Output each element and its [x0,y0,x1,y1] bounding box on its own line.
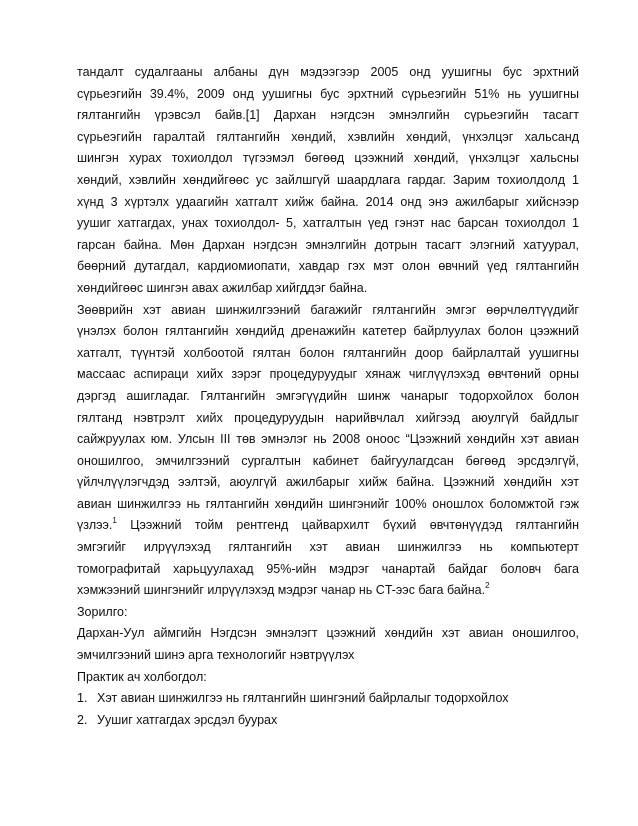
text-line-30 [77,688,579,710]
text-line-2 [77,84,579,106]
footnote-ref: 1 [112,516,117,526]
text-line-27 [77,623,579,645]
line-text: гялтангийн үрэвсэл байв.[1] Дархан нэгдсэн эмнэлгийн сүрьеэгийн тасагт [77,108,579,123]
line-text: Практик ач холбогдол: [77,669,207,684]
list-number: 1. [77,691,88,706]
line-text-pre: хэмжээний шингэнийг илрүүлэхэд мэдрэг чанар нь CT-ээс бага байна. [77,583,486,598]
line-text: гарсан байна. Мөн Дархан нэгдсэн эмнэлгийн дотрын тасагт элэгний хатуурал, [77,237,579,252]
line-text: массаас аспираци хийх зэрэг процедуруудыг хянаж чиглүүлэхэд өвчтөний орны [77,367,579,382]
list-number: 2. [77,712,88,727]
text-line-22 [77,515,579,537]
line-text: эмгэгийг илрүүлэхэд гялтангийн хэт авиан шинжилгээ нь компьютерт [77,540,579,555]
text-line-25 [77,580,579,602]
text-line-29 [77,667,579,689]
text-line-24 [77,559,579,581]
line-text: авиан шинжилгээ нь гялтангийн хөндийн шингэнийг 100% оношлох боломжтой гэж [77,496,579,511]
text-line-4 [77,127,579,149]
line-text: оношилгоо, эмчилгээний сургалтын кабинет байгуулагдсан бөгөөд эрсдэлгүй, [77,453,579,468]
text-line-6 [77,170,579,192]
line-text: бөөрний дутагдал, кардиомиопати, хавдар гэх мэт олон өвчний үед гялтангийн [77,259,579,274]
text-line-28 [77,645,579,667]
text-line-14 [77,343,579,365]
line-text: тандалт судалгааны албаны дүн мэдээгээр 2005 онд уушигны бус эрхтний [77,65,579,79]
line-text: сайжруулах юм. Улсын III төв эмнэлэг нь 2008 оноос “Цээжний хөндийн хэт авиан [77,432,579,447]
line-text: сүрьеэгийн 39.4%, 2009 онд уушигны бус эрхтний сүрьеэгийн 51% нь уушигны [77,86,579,101]
line-text: хүнд 3 хүртэлх удаагийн хатгалт хийж байна. 2014 онд энэ ажилбарыг хийснээр [77,194,579,209]
line-text: сүрьеэгийн гаралтай гялтангийн хөндий, хэвлийн хөндий, үнхэлцэг хальсанд [77,129,579,144]
text-line-23 [77,537,579,559]
line-text: үнэлэх болон гялтангийн хөндийд дренажийн катетер байрлуулах болон цээжний [77,324,579,339]
text-line-13 [77,321,579,343]
text-line-8 [77,213,579,235]
line-text: Хэт авиан шинжилгээ нь гялтангийн шингэний байрлалыг тодорхойлох [97,691,509,706]
text-line-21 [77,494,579,516]
line-text: Зөөврийн хэт авиан шинжилгээний багажийг гялтангийн эмгэг өөрчлөлтүүдийг [77,302,579,317]
text-line-17 [77,408,579,430]
line-text: гялтанд нэвтрэлт хийх процедуруудын нарийвчлал хийгээд аюулгүй байдлыг [77,410,579,425]
text-line-1 [77,62,579,84]
line-text: эмчилгээний шинэ арга технологийг нэвтрүүлэх [77,648,355,663]
text-line-18 [77,429,579,451]
text-line-16 [77,386,579,408]
text-line-19 [77,451,579,473]
text-line-26 [77,602,579,624]
line-text: хөндий, хэвлийн хөндийгөөс ус зайлшгүй шаардлага гардаг. Зарим тохиолдолд 1 [77,172,579,187]
line-text: Цээжний тойм рентгенд цайвархилт бүхий өвчтөнүүдэд гялтангийн [116,518,579,533]
line-text: Уушиг хатгагдах эрсдэл буурах [97,712,278,727]
text-line-31 [77,710,579,732]
line-text: шингэн хурах тохиолдол түгээмэл бөгөөд цээжний хөндий, үнхэлцэг хальсны [77,151,579,166]
line-text: дэргэд ашигладаг. Гялтангийн эмгэгүүдийн шинж чанарыг тодорхойлох болон [77,388,579,403]
line-text: Зорилго: [77,604,128,619]
line-text: хатгалт, түүнтэй холбоотой гялтан болон гялтангийн доор байрлалтай уушигны [77,345,579,360]
text-line-11 [77,278,579,300]
text-line-7 [77,192,579,214]
line-text: уушиг хатгагдах, унах тохиолдол- 5, хатгалтын үед гэнэт нас барсан тохиолдол 1 [77,216,579,231]
text-line-3 [77,105,579,127]
text-line-20 [77,472,579,494]
text-line-12 [77,300,579,322]
text-line-9 [77,235,579,257]
line-text: Дархан-Уул аймгийн Нэгдсэн эмнэлэгт цээжний хөндийн хэт авиан оношилгоо, [77,626,579,641]
line-text: үйлчлүүлэгчдэд ээлтэй, аюулгүй ажилбарыг хийж байна. Цээжний хөндийн хэт [77,475,579,490]
text-line-5 [77,148,579,170]
line-text-pre: үзлээ. [77,518,113,533]
line-text: томографитай харьцуулахад 95%-ийн мэдрэг чанартай байдаг боловч бага [77,561,579,576]
line-text: хөндийгөөс шингэн авах ажилбар хийгддэг байна. [77,280,368,295]
text-line-10 [77,256,579,278]
footnote-ref: 2 [485,581,490,591]
text-line-15 [77,364,579,386]
